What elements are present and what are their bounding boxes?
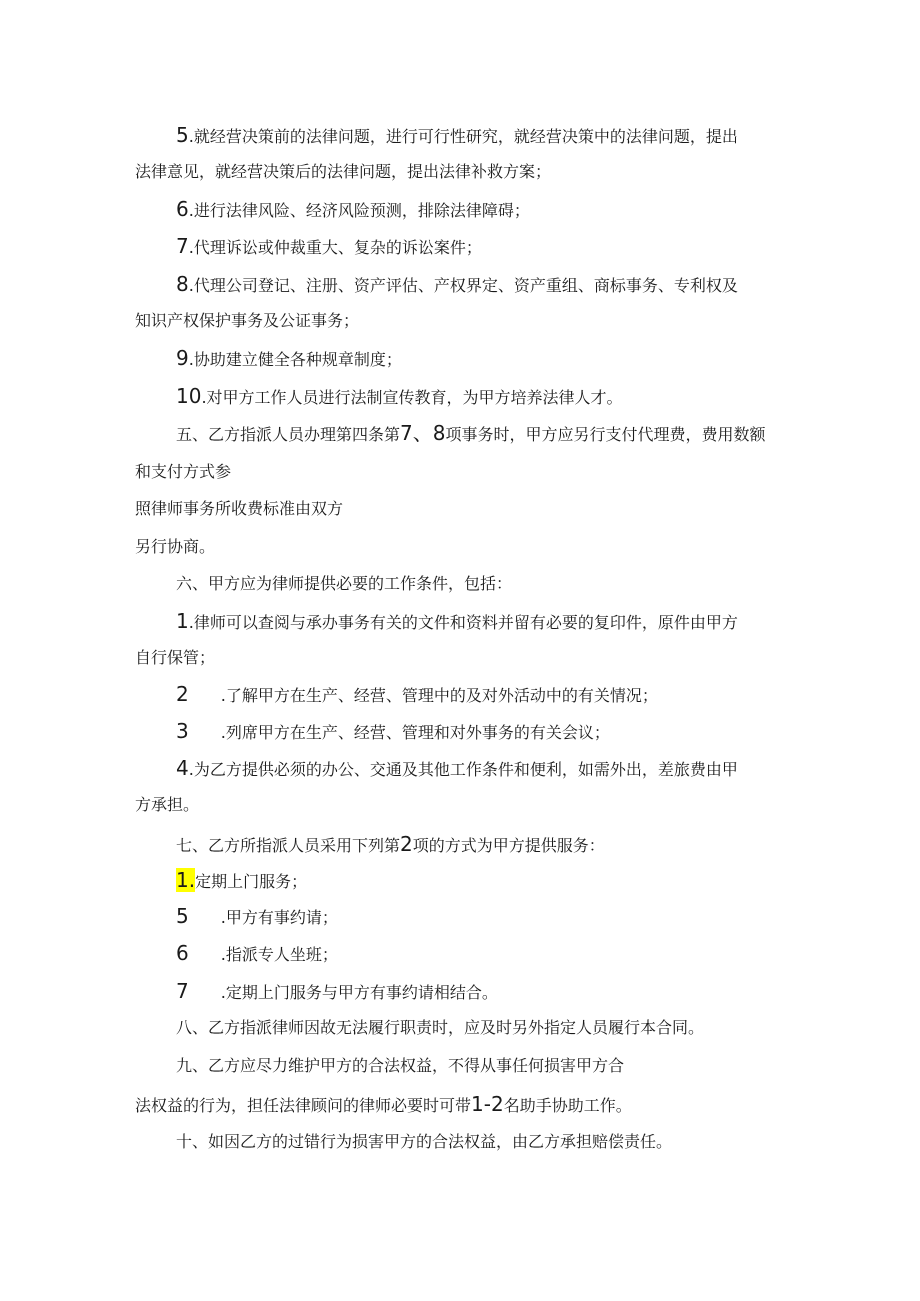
item-number: 5 [176,123,189,147]
clause-item [176,1016,704,1040]
clause-line [135,309,359,333]
item-text: 另行协商。 [135,537,216,556]
clause-item [176,1054,624,1078]
item-text: .为乙方提供必须的办公、交通及其他工作条件和便利，如需外出，差旅费由甲 [188,760,738,779]
clause-item [176,197,530,221]
clause-item [176,682,658,706]
item-text: 项的方式为甲方提供服务： [412,836,605,855]
clause-item [176,234,482,258]
item-text: 方承担。 [135,795,200,814]
item-number: 1-2 [471,1092,504,1116]
clause-line [135,1092,632,1116]
clause-item [176,719,610,743]
clause-item [176,1130,672,1154]
clause-item [176,868,307,892]
item-text: 八、乙方指派律师因故无法履行职责时，应及时另外指定人员履行本合同。 [176,1018,705,1037]
clause-item [176,272,738,296]
item-text: 法律意见，就经营决策后的法律问题，提出法律补救方案； [135,162,552,181]
item-text: 九、乙方应尽力维护甲方的合法权益，不得从事任何损害甲方合 [176,1056,625,1075]
item-number: 4 [176,756,189,780]
item-text: .代理诉讼或仲裁重大、复杂的诉讼案件； [188,238,482,257]
item-number: 9 [176,346,189,370]
clause-line [135,497,343,521]
item-text: .指派专人坐班； [220,945,338,964]
item-text: 知识产权保护事务及公证事务； [135,311,360,330]
clause-item [176,123,738,147]
item-number: 7 [176,979,189,1003]
item-text: 十、如因乙方的过错行为损害甲方的合法权益，由乙方承担赔偿责任。 [176,1132,673,1151]
item-text: 法权益的行为，担任法律顾问的律师必要时可带 [135,1096,472,1115]
item-number: 7、8 [400,421,446,445]
item-text: 七、乙方所指派人员采用下列第 [176,836,401,855]
clause-line [135,646,215,670]
item-text: .协助建立健全各种规章制度； [188,350,402,369]
item-text: 六、甲方应为律师提供必要的工作条件，包括： [176,574,513,593]
item-number: 7 [176,234,189,258]
item-number: 5 [176,904,189,928]
item-text: .定期上门服务与甲方有事约请相结合。 [220,983,498,1002]
item-text: .对甲方工作人员进行法制宣传教育，为甲方培养法律人才。 [201,388,623,407]
item-text: 自行保管； [135,648,216,667]
item-number: 10 [176,384,202,408]
item-text: .代理公司登记、注册、资产评估、产权界定、资产重组、商标事务、专利权及 [188,276,738,295]
clause-item [176,384,623,408]
item-text: .甲方有事约请； [220,908,338,927]
clause-line [135,535,215,559]
clause-item [176,572,512,596]
item-number: 1 [176,609,189,633]
item-number: 3 [176,719,189,743]
highlighted-item-number: 1. [176,868,196,892]
clause-line [135,460,231,484]
item-text: .了解甲方在生产、经营、管理中的及对外活动中的有关情况； [220,686,658,705]
clause-item [176,421,765,445]
clause-item [176,756,738,780]
clause-item [176,609,738,633]
item-text: .就经营决策前的法律问题，进行可行性研究，就经营决策中的法律问题，提出 [188,127,738,146]
item-number: 6 [176,941,189,965]
item-number: 8 [176,272,189,296]
item-text: 定期上门服务； [195,872,308,891]
clause-line [135,793,199,817]
item-text: 名助手协助工作。 [503,1096,632,1115]
clause-item [176,346,402,370]
item-text: .列席甲方在生产、经营、管理和对外事务的有关会议； [220,723,610,742]
item-text: 和支付方式参 [135,462,232,481]
item-number: 6 [176,197,189,221]
item-number: 2 [176,682,189,706]
item-text: 照律师事务所收费标准由双方 [135,499,344,518]
item-text: 项事务时，甲方应另行支付代理费，费用数额 [445,425,766,444]
item-number: 2 [400,832,413,856]
clause-line [135,160,551,184]
clause-item [176,979,498,1003]
clause-item [176,904,338,928]
clause-item [176,832,605,856]
item-text: 五、乙方指派人员办理第四条第 [176,425,401,444]
item-text: .进行法律风险、经济风险预测，排除法律障碍； [188,201,530,220]
clause-item [176,941,338,965]
item-text: .律师可以查阅与承办事务有关的文件和资料并留有必要的复印件，原件由甲方 [188,613,738,632]
